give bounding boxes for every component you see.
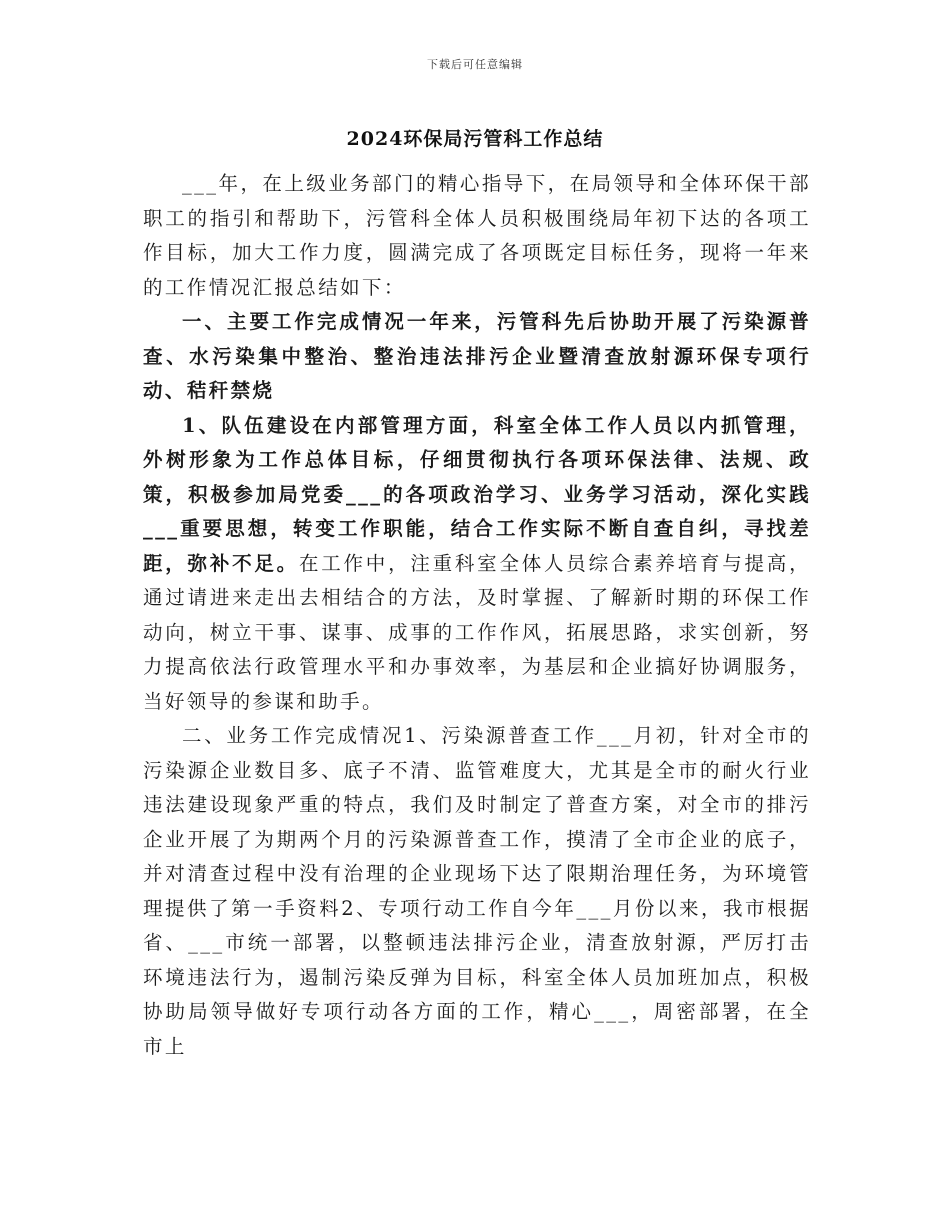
document-body xyxy=(143,167,811,1064)
intro-paragraph: ___年，在上级业务部门的精心指导下，在局领导和全体环保干部职工的指引和帮助下，污管科全体人员积极围绕局年初下达的各项工作目标，加大工作力度，圆满完成了各项既定目标任务，现将一年来的工作情况汇报总结如下： xyxy=(143,172,811,299)
document-title: 2024环保局污管科工作总结 xyxy=(346,128,604,150)
item-1-paragraph xyxy=(143,409,811,720)
item-1-bold-text: 1、队伍建设在内部管理方面，科室全体工作人员以内抓管理，外树形象为工作总体目标，仔细贯彻执行各项环保法律、法规、政策，积极参加局党委___的各项政治学习、业务学习活动，深化实践___重要思想，转变工作职能，结合工作实际不断自查自纠，寻找差距，弥补不足。 xyxy=(143,413,811,575)
header-note: 下载后可任意编辑 xyxy=(427,58,523,71)
item-1-normal-text: 在工作中，注重科室全体人员综合素养培育与提高，通过请进来走出去相结合的方法，及时掌握、了解新时期的环保工作动向，树立干事、谋事、成事的工作作风，拓展思路，求实创新，努力提高依法行政管理水平和办事效率，为基层和企业搞好协调服务，当好领导的参谋和助手。 xyxy=(143,551,811,713)
section-2-paragraph: 二、业务工作完成情况1、污染源普查工作___月初，针对全市的污染源企业数目多、底子不清、监管难度大，尤其是全市的耐火行业违法建设现象严重的特点，我们及时制定了普查方案，对全市的排污企业开展了为期两个月的污染源普查工作，摸清了全市企业的底子，并对清查过程中没有治理的企业现场下达了限期治理任务，为环境管理提供了第一手资料2、专项行动工作自今年___月份以来，我市根据省、___市统一部署，以整顿违法排污企业，清查放射源，严厉打击环境违法行为，遏制污染反弹为目标，科室全体人员加班加点，积极协助局领导做好专项行动各方面的工作，精心___，周密部署，在全市上 xyxy=(143,724,811,1058)
section-1-heading: 一、主要工作完成情况一年来，污管科先后协助开展了污染源普查、水污染集中整治、整治违法排污企业暨清查放射源环保专项行动、秸秆禁烧 xyxy=(143,310,811,402)
